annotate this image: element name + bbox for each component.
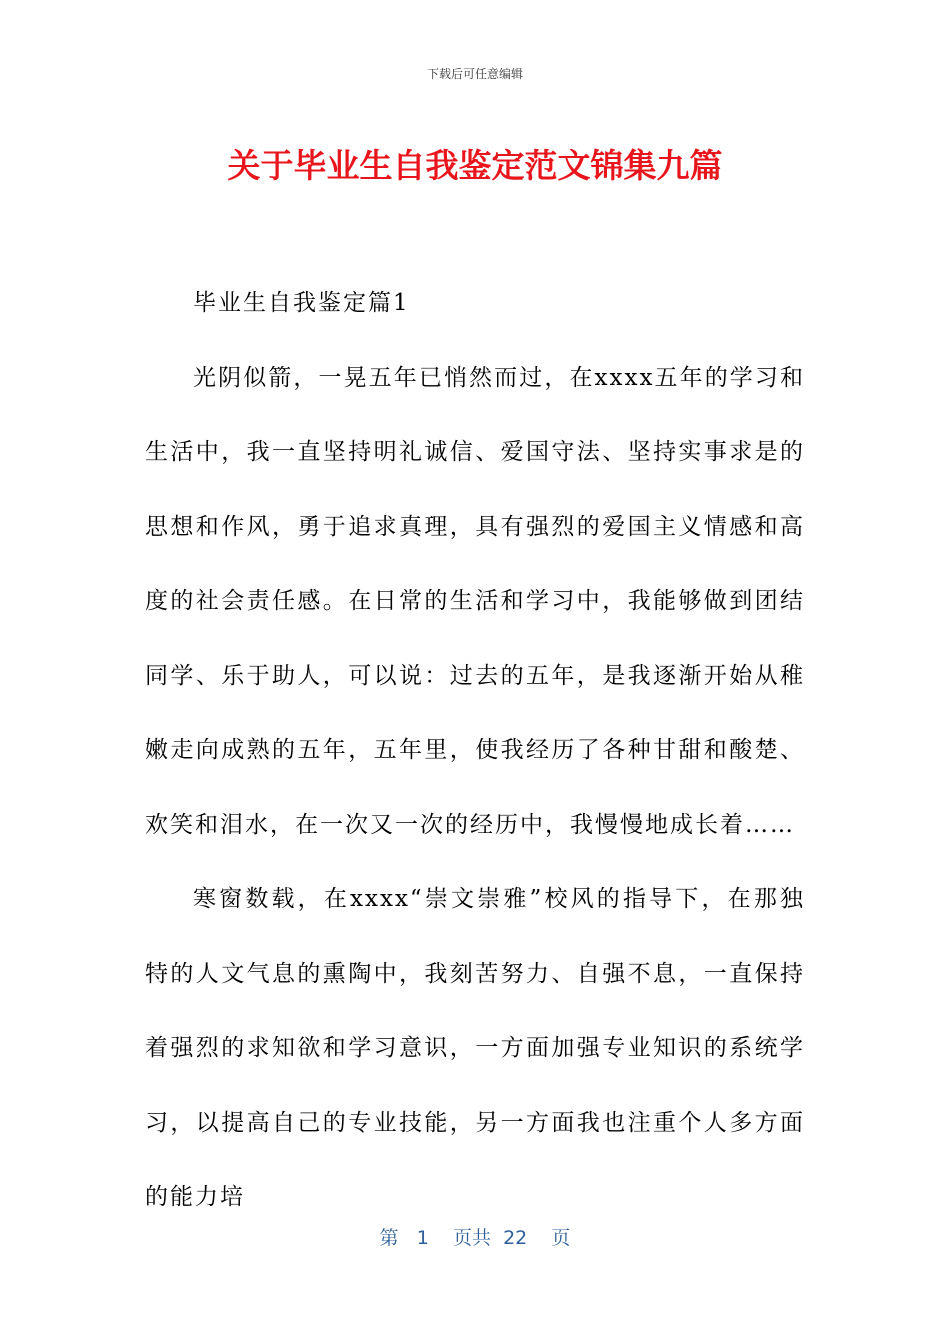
page-header-note: 下载后可任意编辑 <box>426 67 523 81</box>
page-number-footer <box>0 1224 950 1252</box>
page-label-prefix: 第 <box>379 1227 399 1249</box>
document-body <box>145 266 805 1235</box>
document-title: 关于毕业生自我鉴定范文锦集九篇 <box>227 146 723 185</box>
current-page-number: 1 <box>416 1227 429 1249</box>
page-label-middle: 页共 <box>452 1227 491 1249</box>
page-label-suffix: 页 <box>551 1227 571 1249</box>
total-pages-number: 22 <box>503 1227 528 1249</box>
body-paragraph: 寒窗数载，在xxxx“崇文崇雅”校风的指导下，在那独特的人文气息的熏陶中，我刻苦努力、自强不息，一直保持着强烈的求知欲和学习意识，一方面加强专业知识的系统学习，以提高自己的专业技能，另一方面我也注重个人多方面的能力培 <box>145 886 805 1210</box>
section-heading: 毕业生自我鉴定篇1 <box>193 290 410 316</box>
body-paragraph: 光阴似箭，一晃五年已悄然而过，在xxxx五年的学习和生活中，我一直坚持明礼诚信、爱国守法、坚持实事求是的思想和作风，勇于追求真理，具有强烈的爱国主义情感和高度的社会责任感。在日常的生活和学习中，我能够做到团结同学、乐于助人，可以说：过去的五年，是我逐渐开始从稚嫩走向成熟的五年，五年里，使我经历了各种甘甜和酸楚、欢笑和泪水，在一次又一次的经历中，我慢慢地成长着…… <box>145 364 805 838</box>
